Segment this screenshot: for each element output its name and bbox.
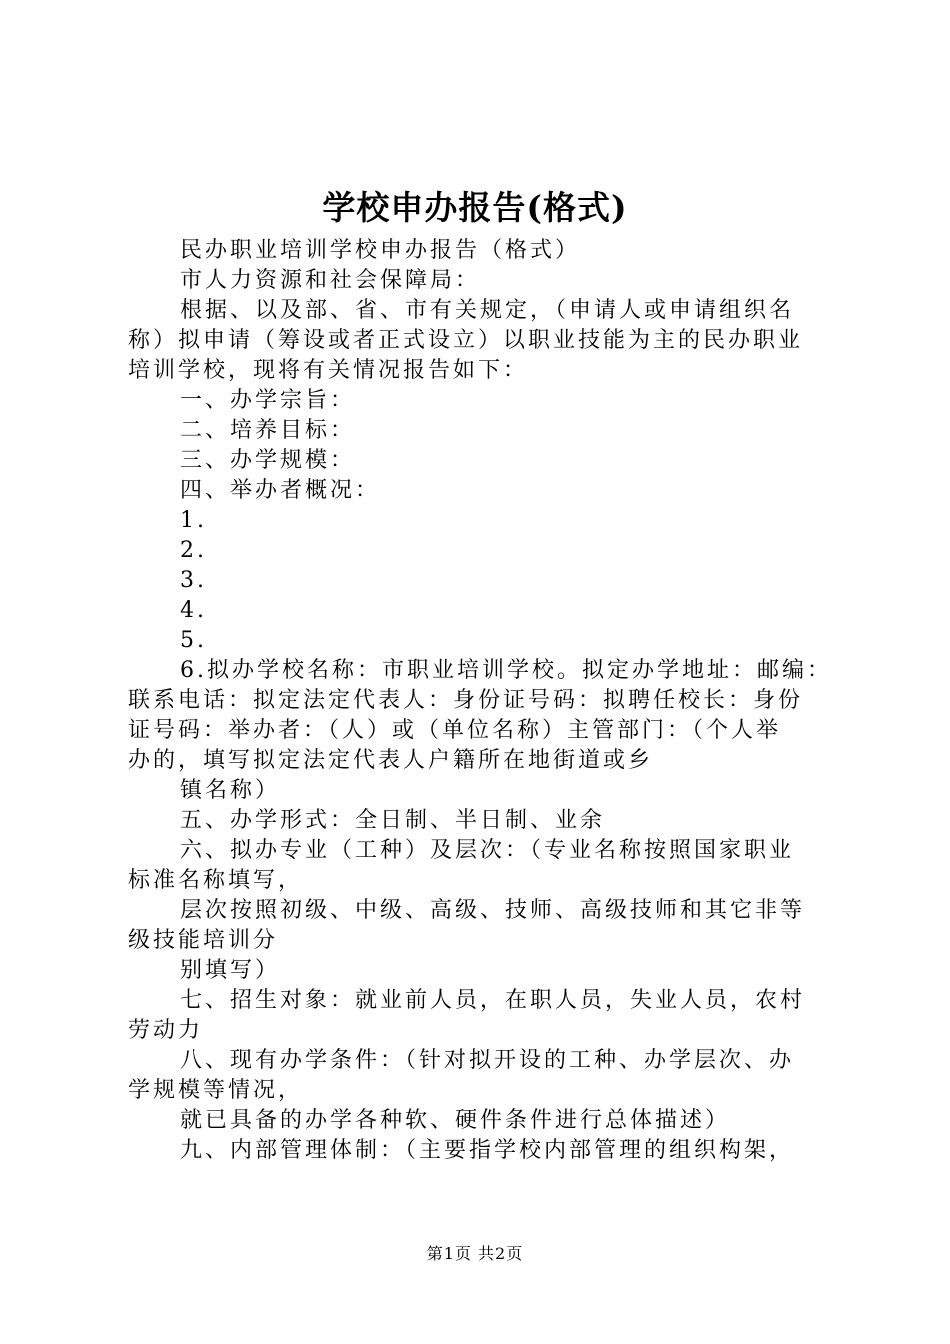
body-line: 六、拟办专业（工种）及层次：（专业名称按照国家职业 — [180, 838, 795, 863]
body-line: 2. — [180, 538, 207, 563]
page-footer: 第1页 共2页 — [426, 1244, 524, 1263]
body-line: 标准名称填写， — [128, 868, 304, 893]
body-line: 5. — [180, 628, 207, 653]
body-line: 称）拟申请（筹设或者正式设立）以职业技能为主的民办职业 — [128, 328, 804, 353]
body-line: 级技能培训分 — [128, 928, 279, 953]
body-line: 二、培养目标： — [180, 418, 356, 443]
body-line: 3. — [180, 568, 207, 593]
body-line: 1. — [180, 508, 207, 533]
body-line: 层次按照初级、中级、高级、技师、高级技师和其它非等 — [180, 898, 806, 923]
body-line: 市人力资源和社会保障局： — [180, 268, 481, 293]
body-line: 学规模等情况， — [128, 1078, 304, 1103]
document-body — [128, 236, 832, 1166]
body-line: 七、招生对象：就业前人员，在职人员，失业人员，农村 — [180, 988, 806, 1013]
body-line: 办的，填写拟定法定代表人户籍所在地街道或乡 — [128, 748, 654, 773]
body-line: 九、内部管理体制：（主要指学校内部管理的组织构架， — [180, 1138, 795, 1163]
body-line: 镇名称） — [180, 778, 281, 803]
body-line: 6.拟办学校名称：市职业培训学校。拟定办学地址：邮编： — [180, 658, 832, 683]
body-line: 4. — [180, 598, 207, 623]
body-line: 八、现有办学条件：（针对拟开设的工种、办学层次、办 — [180, 1048, 795, 1073]
body-line: 三、办学规模： — [180, 448, 356, 473]
body-line: 民办职业培训学校申办报告（格式） — [180, 238, 581, 263]
body-line: 一、办学宗旨： — [180, 388, 356, 413]
body-line: 五、办学形式：全日制、半日制、业余 — [180, 808, 606, 833]
body-line: 证号码：举办者：（人）或（单位名称）主管部门：（个人举 — [128, 718, 782, 743]
body-line: 别填写） — [180, 958, 281, 983]
body-line: 四、举办者概况： — [180, 478, 381, 503]
body-line: 联系电话：拟定法定代表人：身份证号码：拟聘任校长：身份 — [128, 688, 804, 713]
body-line: 根据、以及部、省、市有关规定，（申请人或申请组织名 — [180, 298, 795, 323]
body-line: 培训学校，现将有关情况报告如下： — [128, 358, 529, 383]
body-line: 劳动力 — [128, 1018, 204, 1043]
document-title: 学校申办报告(格式) — [322, 188, 628, 227]
body-line: 就已具备的办学各种软、硬件条件进行总体描述） — [180, 1108, 731, 1133]
